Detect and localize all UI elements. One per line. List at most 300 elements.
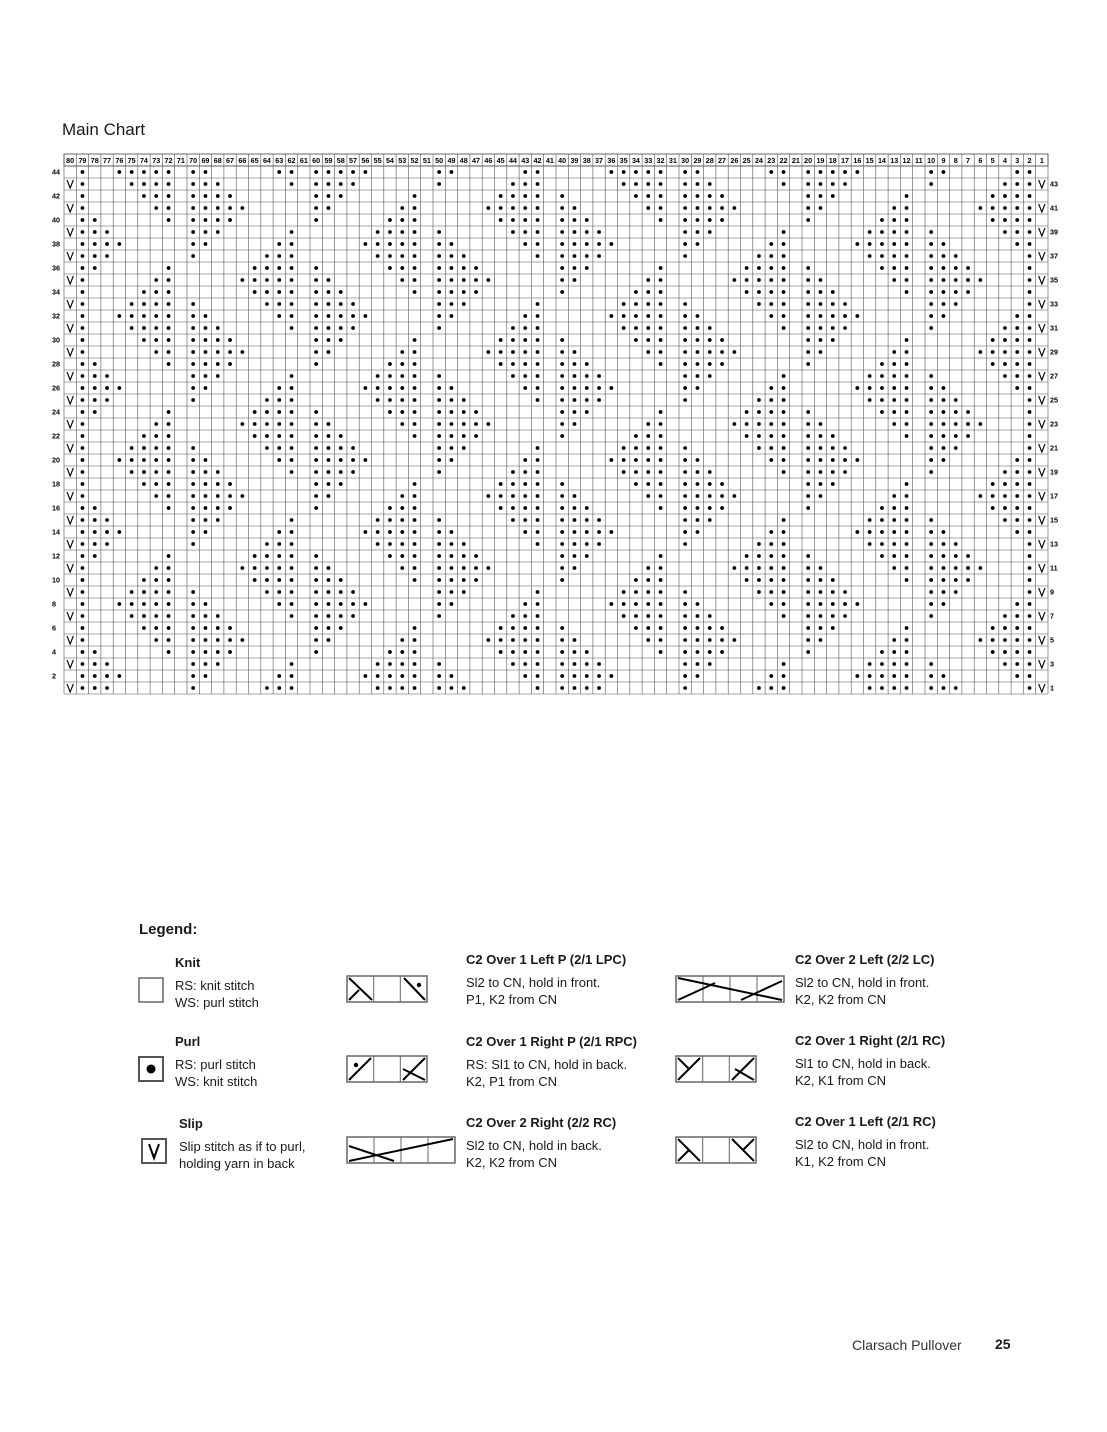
purl-dot [696, 494, 700, 498]
purl-dot [81, 518, 85, 522]
purl-dot [81, 338, 85, 342]
purl-dot [450, 686, 454, 690]
column-number: 69 [201, 156, 210, 165]
purl-dot [216, 326, 220, 330]
purl-dot [855, 602, 859, 606]
2-1-lc-symbol-icon [675, 1136, 757, 1164]
slip-mark [67, 660, 73, 668]
purl-dot [573, 422, 577, 426]
purl-dot [388, 218, 392, 222]
purl-dot [228, 206, 232, 210]
column-number: 25 [742, 156, 751, 165]
column-number: 32 [656, 156, 665, 165]
purl-dot [339, 446, 343, 450]
purl-dot [696, 650, 700, 654]
purl-dot [942, 410, 946, 414]
purl-dot [634, 326, 638, 330]
purl-dot [351, 602, 355, 606]
purl-dot [265, 254, 269, 258]
purl-dot [388, 266, 392, 270]
purl-dot [880, 254, 884, 258]
purl-dot [536, 206, 540, 210]
purl-dot [769, 314, 773, 318]
column-number: 17 [841, 156, 850, 165]
purl-dot [622, 170, 626, 174]
purl-dot [474, 290, 478, 294]
purl-dot [573, 266, 577, 270]
purl-dot [597, 662, 601, 666]
purl-dot [339, 290, 343, 294]
purl-dot [659, 326, 663, 330]
purl-dot [573, 374, 577, 378]
purl-dot [314, 554, 318, 558]
slip-mark [1039, 348, 1045, 356]
purl-dot [1003, 662, 1007, 666]
purl-dot [277, 602, 281, 606]
purl-dot [536, 494, 540, 498]
purl-dot [646, 290, 650, 294]
purl-dot [290, 674, 294, 678]
purl-dot [511, 614, 515, 618]
purl-dot [597, 398, 601, 402]
purl-dot [450, 458, 454, 462]
purl-dot [499, 218, 503, 222]
purl-dot [929, 398, 933, 402]
purl-dot [659, 422, 663, 426]
purl-dot [536, 686, 540, 690]
purl-dot [819, 182, 823, 186]
purl-dot [929, 470, 933, 474]
purl-dot [437, 614, 441, 618]
purl-dot [486, 494, 490, 498]
purl-dot [117, 386, 121, 390]
purl-dot [929, 314, 933, 318]
purl-dot [400, 494, 404, 498]
purl-dot [536, 458, 540, 462]
purl-dot [290, 182, 294, 186]
purl-dot [339, 302, 343, 306]
purl-dot [339, 314, 343, 318]
purl-dot [1028, 518, 1032, 522]
purl-dot [191, 362, 195, 366]
purl-dot [204, 218, 208, 222]
purl-dot [1028, 254, 1032, 258]
purl-dot [314, 194, 318, 198]
purl-dot [400, 206, 404, 210]
purl-dot [622, 182, 626, 186]
purl-dot [991, 206, 995, 210]
purl-dot [388, 686, 392, 690]
column-number: 10 [927, 156, 936, 165]
purl-dot [782, 278, 786, 282]
purl-dot [646, 470, 650, 474]
purl-dot [720, 218, 724, 222]
chart-title: Main Chart [62, 120, 146, 139]
column-number: 79 [78, 156, 87, 165]
purl-dot [1015, 326, 1019, 330]
legend-2-1-rc-desc: Sl1 to CN, hold in back. K2, K1 from CN [795, 1056, 931, 1088]
purl-dot [929, 590, 933, 594]
purl-dot [536, 254, 540, 258]
purl-dot [560, 206, 564, 210]
purl-dot [683, 530, 687, 534]
column-number: 60 [312, 156, 321, 165]
purl-dot [585, 554, 589, 558]
purl-dot [240, 422, 244, 426]
purl-dot [93, 506, 97, 510]
column-number: 18 [828, 156, 837, 165]
purl-dot [806, 626, 810, 630]
purl-dot [204, 638, 208, 642]
purl-dot [277, 434, 281, 438]
purl-dot [855, 170, 859, 174]
purl-dot [573, 230, 577, 234]
purl-dot [1003, 374, 1007, 378]
purl-dot [154, 446, 158, 450]
purl-dot [314, 338, 318, 342]
column-number: 23 [767, 156, 776, 165]
purl-dot [93, 674, 97, 678]
purl-dot [81, 590, 85, 594]
purl-dot [560, 410, 564, 414]
purl-dot [942, 458, 946, 462]
column-number: 19 [816, 156, 825, 165]
purl-dot [191, 590, 195, 594]
purl-dot [966, 266, 970, 270]
purl-dot [745, 554, 749, 558]
purl-dot [536, 218, 540, 222]
purl-dot [868, 230, 872, 234]
purl-dot [966, 566, 970, 570]
purl-dot [634, 578, 638, 582]
purl-dot [659, 446, 663, 450]
purl-dot [880, 542, 884, 546]
purl-dot [708, 614, 712, 618]
purl-dot [523, 662, 527, 666]
purl-dot [81, 650, 85, 654]
purl-dot [905, 386, 909, 390]
purl-dot [806, 362, 810, 366]
purl-dot [314, 482, 318, 486]
purl-dot [560, 638, 564, 642]
column-number: 22 [779, 156, 788, 165]
purl-dot [93, 362, 97, 366]
purl-dot [634, 590, 638, 594]
purl-dot [954, 410, 958, 414]
purl-dot [1015, 530, 1019, 534]
purl-dot [523, 386, 527, 390]
purl-dot [757, 434, 761, 438]
purl-dot [1028, 482, 1032, 486]
slip-mark [67, 276, 73, 284]
purl-dot [659, 362, 663, 366]
purl-dot [216, 614, 220, 618]
purl-dot [130, 590, 134, 594]
purl-dot [1003, 638, 1007, 642]
purl-dot [683, 674, 687, 678]
purl-dot [486, 278, 490, 282]
purl-dot [93, 518, 97, 522]
purl-dot [880, 662, 884, 666]
legend-2-2-lc-name: C2 Over 2 Left (2/2 LC) [795, 952, 935, 967]
purl-dot [634, 170, 638, 174]
purl-dot [191, 542, 195, 546]
purl-dot [142, 614, 146, 618]
purl-dot [769, 578, 773, 582]
purl-dot [880, 686, 884, 690]
purl-dot [290, 602, 294, 606]
purl-dot [905, 266, 909, 270]
purl-dot [745, 266, 749, 270]
purl-dot [314, 278, 318, 282]
column-number: 15 [865, 156, 874, 165]
purl-dot [622, 470, 626, 474]
purl-dot [81, 398, 85, 402]
purl-dot [708, 206, 712, 210]
purl-dot [1003, 518, 1007, 522]
column-number: 71 [176, 156, 185, 165]
purl-dot [191, 674, 195, 678]
legend-lpc-desc: Sl2 to CN, hold in front. P1, K2 from CN [466, 975, 601, 1007]
purl-dot [81, 242, 85, 246]
purl-dot [277, 590, 281, 594]
purl-dot [327, 638, 331, 642]
purl-dot [536, 446, 540, 450]
purl-dot [573, 674, 577, 678]
purl-dot [450, 434, 454, 438]
purl-dot [167, 650, 171, 654]
purl-dot [228, 194, 232, 198]
purl-dot [732, 422, 736, 426]
purl-dot [831, 578, 835, 582]
purl-dot [511, 182, 515, 186]
purl-dot [683, 218, 687, 222]
slip-mark [67, 396, 73, 404]
purl-dot [265, 302, 269, 306]
purl-dot [93, 218, 97, 222]
purl-dot [585, 686, 589, 690]
purl-dot [253, 422, 257, 426]
purl-dot [708, 182, 712, 186]
purl-dot [81, 362, 85, 366]
purl-dot [81, 434, 85, 438]
purl-dot [437, 470, 441, 474]
purl-dot [511, 482, 515, 486]
purl-dot [819, 170, 823, 174]
purl-dot [1015, 482, 1019, 486]
purl-dot [204, 242, 208, 246]
purl-dot [769, 422, 773, 426]
purl-dot [868, 530, 872, 534]
purl-dot [646, 638, 650, 642]
purl-dot [450, 278, 454, 282]
purl-dot [819, 206, 823, 210]
purl-dot [720, 506, 724, 510]
purl-dot [708, 374, 712, 378]
purl-dot [929, 554, 933, 558]
purl-dot [806, 194, 810, 198]
purl-dot [142, 302, 146, 306]
column-number: 68 [213, 156, 222, 165]
purl-dot [954, 542, 958, 546]
purl-dot [277, 542, 281, 546]
purl-dot [450, 254, 454, 258]
row-number-right: 33 [1050, 299, 1058, 309]
purl-dot [806, 206, 810, 210]
purl-dot [265, 434, 269, 438]
purl-dot [339, 626, 343, 630]
purl-dot [1028, 554, 1032, 558]
purl-dot [1015, 350, 1019, 354]
purl-dot [843, 602, 847, 606]
purl-dot [782, 614, 786, 618]
purl-dot [819, 326, 823, 330]
column-number: 1 [1039, 156, 1044, 165]
purl-dot [117, 674, 121, 678]
purl-dot [929, 674, 933, 678]
purl-dot [413, 338, 417, 342]
row-number-left: 26 [52, 383, 60, 393]
purl-dot [868, 662, 872, 666]
purl-dot [954, 254, 958, 258]
purl-dot [499, 494, 503, 498]
purl-dot [683, 194, 687, 198]
purl-dot [782, 458, 786, 462]
legend-rpc-name: C2 Over 1 Right P (2/1 RPC) [466, 1034, 637, 1049]
purl-dot [327, 446, 331, 450]
purl-dot [351, 170, 355, 174]
purl-dot [978, 422, 982, 426]
purl-dot [536, 506, 540, 510]
purl-dot [413, 206, 417, 210]
purl-dot [191, 494, 195, 498]
purl-dot [905, 518, 909, 522]
purl-dot [868, 254, 872, 258]
purl-dot [314, 170, 318, 174]
purl-dot [1028, 206, 1032, 210]
purl-dot [536, 230, 540, 234]
purl-dot [892, 278, 896, 282]
purl-dot [1015, 338, 1019, 342]
purl-dot [942, 242, 946, 246]
purl-dot [819, 602, 823, 606]
purl-dot [437, 278, 441, 282]
purl-dot [265, 566, 269, 570]
purl-dot [93, 266, 97, 270]
purl-dot [585, 542, 589, 546]
slip-mark [1039, 540, 1045, 548]
purl-dot [388, 518, 392, 522]
purl-dot [536, 194, 540, 198]
purl-dot [191, 686, 195, 690]
purl-dot [708, 506, 712, 510]
purl-dot [240, 494, 244, 498]
purl-dot [462, 446, 466, 450]
column-number: 11 [915, 156, 923, 165]
purl-dot [265, 410, 269, 414]
purl-dot [130, 302, 134, 306]
column-number: 27 [718, 156, 727, 165]
purl-dot [130, 326, 134, 330]
purl-dot [523, 230, 527, 234]
purl-dot [154, 626, 158, 630]
purl-dot [327, 194, 331, 198]
purl-dot [81, 494, 85, 498]
purl-dot [1015, 506, 1019, 510]
purl-dot [105, 254, 109, 258]
purl-dot [819, 302, 823, 306]
purl-dot [499, 650, 503, 654]
purl-dot [154, 278, 158, 282]
purl-dot [782, 170, 786, 174]
purl-dot [696, 386, 700, 390]
purl-dot [388, 554, 392, 558]
purl-dot [1015, 638, 1019, 642]
purl-dot [154, 470, 158, 474]
purl-dot [167, 506, 171, 510]
purl-dot [683, 362, 687, 366]
purl-dot [93, 686, 97, 690]
purl-dot [536, 590, 540, 594]
purl-dot [819, 446, 823, 450]
purl-dot [573, 254, 577, 258]
purl-dot [905, 506, 909, 510]
purl-dot [216, 338, 220, 342]
purl-dot [142, 482, 146, 486]
purl-dot [437, 566, 441, 570]
purl-dot [819, 194, 823, 198]
purl-dot [1003, 482, 1007, 486]
purl-dot [609, 602, 613, 606]
purl-dot [560, 482, 564, 486]
purl-dot [511, 218, 515, 222]
row-number-left: 44 [52, 167, 60, 177]
purl-dot [388, 362, 392, 366]
purl-dot [585, 362, 589, 366]
purl-dot [1028, 230, 1032, 234]
purl-dot [167, 218, 171, 222]
slip-mark [67, 228, 73, 236]
purl-dot [314, 566, 318, 570]
purl-dot [204, 374, 208, 378]
purl-dot [573, 662, 577, 666]
purl-dot [363, 674, 367, 678]
purl-dot [351, 458, 355, 462]
purl-dot [536, 614, 540, 618]
purl-dot [191, 314, 195, 318]
purl-dot [388, 374, 392, 378]
purl-dot [413, 362, 417, 366]
purl-dot [942, 386, 946, 390]
purl-dot [831, 614, 835, 618]
purl-dot [167, 290, 171, 294]
purl-dot [991, 650, 995, 654]
column-number: 14 [877, 156, 886, 165]
purl-dot [167, 170, 171, 174]
purl-dot [1028, 506, 1032, 510]
purl-dot [450, 602, 454, 606]
purl-dot [646, 326, 650, 330]
purl-dot [757, 578, 761, 582]
purl-dot [511, 518, 515, 522]
purl-dot [732, 494, 736, 498]
purl-dot [819, 458, 823, 462]
column-number: 12 [902, 156, 911, 165]
purl-dot [290, 566, 294, 570]
purl-dot [216, 506, 220, 510]
purl-dot [351, 446, 355, 450]
purl-dot [130, 470, 134, 474]
